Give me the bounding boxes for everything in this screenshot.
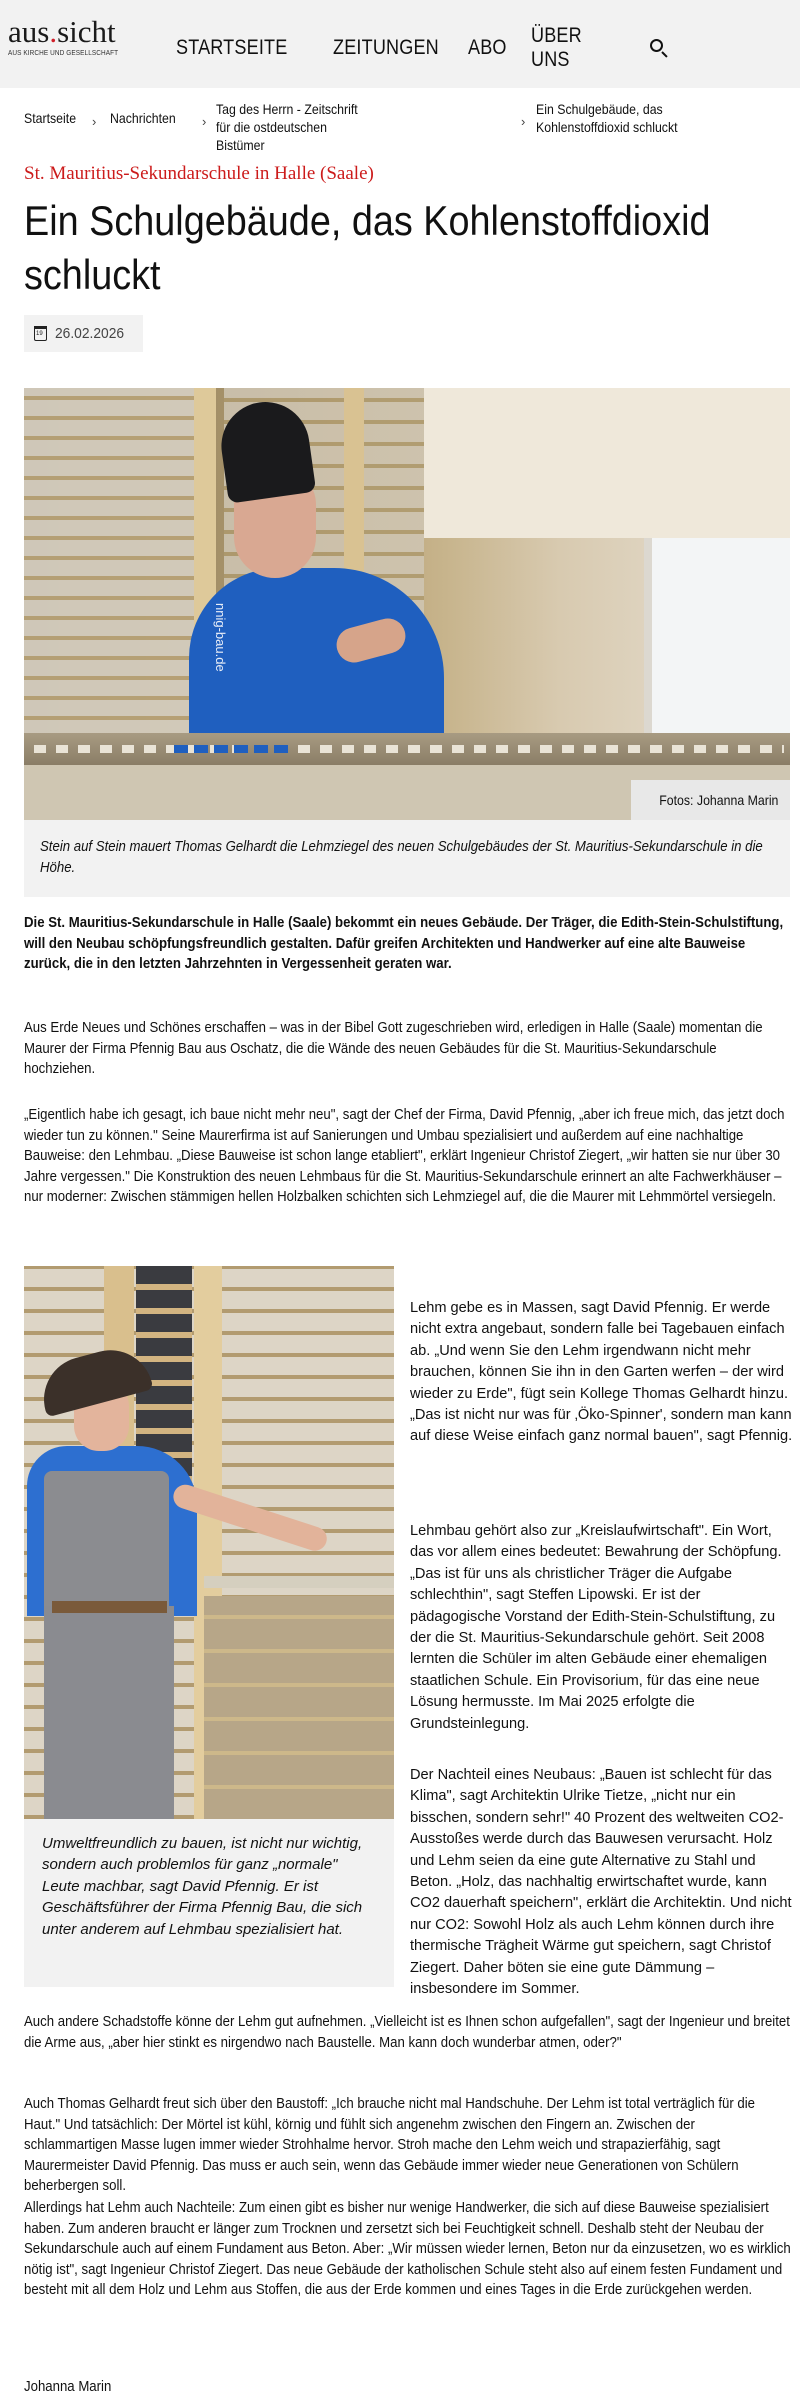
- article-paragraph: „Eigentlich habe ich gesagt, ich baue nicht mehr neu", sagt der Chef der Firma, David Pfennig, „aber ich freue mich, das jetzt doch wieder tun zu können." Seine Maurerfirma ist auf Sanierungen und Umbau spezialisiert und außerdem auf eine nachhaltige Bauweise: den Lehmbau. „Diese Bauweise ist schon lange etabliert", erklärt Ingenieur Christof Ziegert, „wir hatten sie nur über 30 Jahre vergessen." Die Konstruktion des neuen Lehmbaus für die St. Mauritius-Sekundarschule erinnert an alte Fachwerkhäuser – nur moderner: Zwischen stämmigen hellen Holzbalken schichten sich Lehmziegel auf, die die Maurer mit Lehmmörtel versiegeln.: [24, 1106, 785, 1206]
- photo-credit: Fotos: Johanna Marin: [631, 780, 790, 820]
- article-kicker: St. Mauritius-Sekundarschule in Halle (Saale): [24, 163, 374, 184]
- publish-date: 26.02.2026: [55, 325, 125, 342]
- side-figure: [24, 1266, 394, 1987]
- site-logo[interactable]: [8, 16, 128, 57]
- article-lead: Die St. Mauritius-Sekundarschule in Halle (Saale) bekommt ein neues Gebäude. Der Träger, die Edith-Stein-Schulstiftung, will den Neubau schöpfungsfreundlich gestalten. Dafür greifen Architekten und Handwerker auf eine alte Bauweise zurück, die in den letzten Jahrzehnten in Vergessenheit geraten war.: [24, 914, 784, 973]
- nav-abo[interactable]: ABO: [468, 36, 507, 59]
- article-paragraph: Aus Erde Neues und Schönes erschaffen – was in der Bibel Gott zugeschrieben wird, erledigen in Halle (Saale) momentan die Maurer der Firma Pfennig Bau aus Oschatz, die die Wände des neuen Gebäudes für die St. Mauritius-Sekundarschule hochziehen.: [24, 1019, 763, 1078]
- article-paragraph: Lehmbau gehört also zur „Kreislaufwirtschaft". Ein Wort, das vor allem eines bedeutet: Bewahrung der Schöpfung. „Das ist für uns als christlicher Träger die Aufgabe schlechthin", sagt Steffen Lipowski. Er ist der pädagogische Vorstand der Edith-Stein-Schulstiftung, zu der die St. Mauritius-Sekundarschule gehört. Seit 2008 lernten die Schüler im alten Gebäude einer ehemaligen staatlichen Schule. Ein Provisorium, für das eine neue Lösung hermusste. Im Mai 2025 erfolgte die Grundsteinlegung.: [410, 1523, 782, 1732]
- article-paragraph: Allerdings hat Lehm auch Nachteile: Zum einen gibt es bisher nur wenige Handwerker, die sich auf diese Bauweise spezialisiert haben. Zum anderen braucht er länger zum Trocknen und zersetzt sich bei Feuchtigkeit schnell. Deshalb steht der Neubau der Sekundarschule auch auf einem Fundament aus Beton. Aber: „Wir müssen wieder lernen, Beton nur da einzusetzen, wo es wirklich nötig ist", sagt Ingenieur Christof Ziegert. Das neue Gebäude der katholischen Schule steht also auf einem festen Fundament und besteht mit all dem Holz und Lehm aus Stoffen, die aus der Erde kommen und eines Tages in die Erde zurückgehen werden.: [24, 2199, 791, 2299]
- site-header: [0, 0, 800, 88]
- shirt-print: nnig-bau.de: [213, 603, 228, 672]
- breadcrumb-chevron-icon: ›: [202, 114, 207, 129]
- article-author: Johanna Marin: [24, 2378, 112, 2395]
- breadcrumb-nachrichten[interactable]: Nachrichten: [110, 110, 176, 126]
- main-photo[interactable]: [24, 388, 790, 820]
- article-paragraph: Der Nachteil eines Neubaus: „Bauen ist schlecht für das Klima", sagt Architektin Ulrike Tietze, „nicht nur ein bisschen, sondern sehr!" 40 Prozent des weltweiten CO2-Ausstoßes werde durch das Bauwesen verursacht. Holz und Lehm seien da eine gute Alternative zu Stahl und Beton. „Holz, das nachhaltig erwirtschaftet wurde, kann CO2 dauerhaft speichern", erklärt die Architektin. Und nicht nur CO2: Sowohl Holz als auch Lehm können durch ihre thermische Trägheit Wärme gut speichern, sagt Christof Ziegert. Daher böten sie eine gute Dämmung – insbesondere im Sommer.: [410, 1767, 792, 1998]
- nav-ueber-uns[interactable]: ÜBER UNS: [531, 24, 582, 71]
- main-photo-caption: Stein auf Stein mauert Thomas Gelhardt die Lehmziegel des neuen Schulgebäudes der St. Mauritius-Sekundarschule in die Höhe.: [24, 820, 790, 897]
- breadcrumb-chevron-icon: ›: [92, 114, 97, 129]
- breadcrumb-current: Ein Schulgebäude, das Kohlenstoffdioxid schluckt: [536, 101, 678, 135]
- main-nav: [176, 24, 670, 72]
- date-badge: [24, 315, 143, 352]
- page-title: Ein Schulgebäude, das Kohlenstoffdioxid schluckt: [24, 197, 711, 298]
- article-paragraph: Auch Thomas Gelhardt freut sich über den Baustoff: „Ich brauche nicht mal Handschuhe. Der Lehm ist total verträglich für die Haut." Und tatsächlich: Der Mörtel ist kühl, körnig und fühlt sich angenehm zwischen den Fingern an. Zwischen der schlammartigen Masse lugen immer wieder Strohhalme hervor. Stroh mache den Lehm weich und strapazierfähig, sagt Maurermeister David Pfennig. Das muss er auch sein, wenn das Gebäude immer wieder neue Generationen von Schülern beherbergen soll.: [24, 2095, 756, 2195]
- article-paragraph: Auch andere Schadstoffe könne der Lehm gut aufnehmen. „Vielleicht ist es Ihnen schon aufgefallen", sagt der Ingenieur und breitet die Arme aus, „aber hier stinkt es nirgendwo nach Baustelle. Man kann doch wunderbar atmen, oder?": [24, 2013, 790, 2051]
- nav-startseite[interactable]: STARTSEITE: [176, 36, 288, 59]
- search-icon[interactable]: [648, 37, 670, 59]
- nav-zeitungen[interactable]: ZEITUNGEN: [333, 36, 439, 59]
- logo-wordmark: aus.sicht: [8, 14, 116, 49]
- side-photo[interactable]: [24, 1266, 394, 1819]
- main-figure: [24, 388, 790, 897]
- article-paragraph: Lehm gebe es in Massen, sagt David Pfennig. Er werde nicht extra angebaut, sondern falle bei Tagebauen einfach ab. „Und wenn Sie den Lehm irgendwann nicht mehr brauchen, können Sie ihn in den Garten werfen – der wird wieder zu Erde", fügt sein Kollege Thomas Gelhardt hinzu. „Das ist nicht nur was für ‚Öko-Spinner', sondern man kann auf diese Weise einfach ganz normal bauen", sagt Pfennig.: [410, 1300, 793, 1445]
- breadcrumb-startseite[interactable]: Startseite: [24, 110, 77, 126]
- breadcrumb-chevron-icon: ›: [521, 114, 526, 129]
- breadcrumb-tag-des-herrn[interactable]: Tag des Herrn - Zeitschrift für die ostdeutschen Bistümer: [216, 101, 358, 153]
- calendar-icon: 19: [34, 326, 47, 341]
- logo-tagline: AUS KIRCHE UND GESELLSCHAFT: [8, 50, 119, 57]
- side-photo-caption: Umweltfreundlich zu bauen, ist nicht nur wichtig, sondern auch problemlos für ganz „normale" Leute machbar, sagt David Pfennig. Er ist Geschäftsführer der Firma Pfennig Bau, die sich unter anderem auf Lehmbau spezialisiert hat.: [24, 1819, 394, 1987]
- breadcrumb: [24, 100, 794, 153]
